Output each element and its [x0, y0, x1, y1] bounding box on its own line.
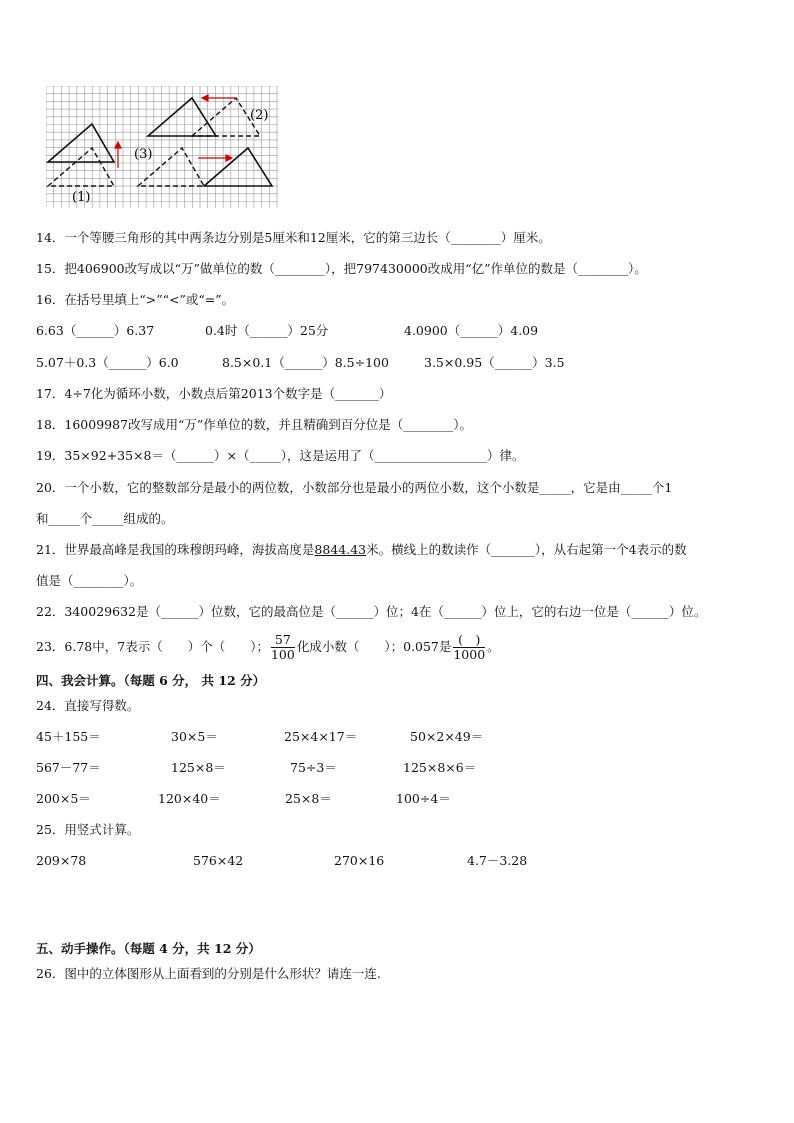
vertical-calc-item: 576×42: [193, 853, 244, 868]
q16-item-1: 6.63（______）6.37: [36, 323, 155, 338]
question-21-line2: 值是（________）。: [36, 573, 143, 588]
translation-grid-figure: [46, 86, 278, 208]
fraction-57-100: [271, 633, 295, 662]
q16-item-3: 4.0900（______）4.09: [404, 323, 539, 338]
question-20-line2: 和_____个_____组成的。: [36, 511, 174, 526]
question-18: 18．16009987改写成用“万”作单位的数，并且精确到百分位是（________）。: [36, 417, 473, 432]
fraction-numerator: 57: [271, 633, 295, 648]
question-16: 16．在括号里填上“>”“<”或“=”。: [36, 292, 235, 307]
question-26: 26．图中的立体图形从上面看到的分别是什么形状？请连一连.: [36, 966, 381, 981]
question-25: 25．用竖式计算。: [36, 822, 140, 837]
triangle-solid-left: [48, 124, 114, 162]
fraction-numerator: ( ): [453, 633, 485, 648]
fraction-blank-1000: [453, 633, 485, 662]
question-24: 24．直接写得数。: [36, 698, 140, 713]
question-21-line1: [36, 542, 687, 558]
calc-item: 120×40＝: [158, 791, 221, 806]
q23-end: 。: [487, 639, 500, 654]
calc-item: 30×5＝: [171, 729, 218, 744]
calc-item: 125×8＝: [171, 760, 226, 775]
vertical-calc-item: 270×16: [334, 853, 385, 868]
calc-item: 200×5＝: [36, 791, 91, 806]
q21-number: 8844.43: [314, 542, 367, 557]
q23-part1: 23．6.78中，7表示（ ）个（ ）；: [36, 639, 269, 654]
fraction-denominator: 100: [270, 647, 295, 662]
question-22: 22．340029632是（______）位数，它的最高位是（______）位；4在（______）位上，它的右边一位是（______）位。: [36, 604, 707, 619]
q16-item-5: 8.5×0.1（______）8.5÷100: [222, 355, 389, 370]
fraction-denominator: 1000: [453, 647, 486, 662]
q21-text-post: 米。横线上的数读作（_______），从右起第一个4表示的数: [366, 542, 687, 557]
calc-item: 100÷4＝: [396, 791, 451, 806]
q21-text-pre: 21．世界最高峰是我国的珠穆朗玛峰，海拔高度是: [36, 542, 315, 557]
q16-item-6: 3.5×0.95（______）3.5: [424, 355, 565, 370]
vertical-calc-item: 209×78: [36, 853, 87, 868]
q16-item-2: 0.4时（______）25分: [205, 323, 329, 338]
calc-item: 50×2×49＝: [410, 729, 484, 744]
question-19: 19．35×92+35×8＝（______）×（_____），这是运用了（__________________）律。: [36, 448, 525, 463]
figure-label-3: (3): [134, 147, 153, 162]
calc-item: 25×8＝: [285, 791, 332, 806]
calc-item: 25×4×17＝: [284, 729, 358, 744]
q23-part2: 化成小数（ ）；0.057是: [296, 639, 452, 654]
figure-label-1: (1): [72, 190, 91, 205]
question-20-line1: 20．一个小数，它的整数部分是最小的两位数，小数部分也是最小的两位小数，这个小数是_____，它是由_____个1: [36, 480, 673, 495]
calc-item: 45＋155＝: [36, 729, 101, 744]
question-23: [36, 630, 500, 664]
section-4-heading: 四、我会计算。（每题 6 分， 共 12 分）: [36, 673, 266, 688]
calc-item: 567－77＝: [36, 760, 101, 775]
q16-item-4: 5.07＋0.3（______）6.0: [36, 355, 179, 370]
question-14: 14．一个等腰三角形的其中两条边分别是5厘米和12厘米，它的第三边长（________）厘米。: [36, 230, 551, 245]
question-15: 15．把406900改写成以“万”做单位的数（________），把797430000改成用“亿”作单位的数是（________）。: [36, 261, 647, 276]
section-5-heading: 五、动手操作。（每题 4 分，共 12 分）: [36, 941, 261, 956]
question-17: 17．4÷7化为循环小数，小数点后第2013个数字是（_______）: [36, 386, 392, 401]
calc-item: 75÷3＝: [290, 760, 337, 775]
figure-label-2: (2): [250, 108, 269, 123]
vertical-calc-item: 4.7－3.28: [467, 853, 528, 868]
calc-item: 125×8×6＝: [403, 760, 477, 775]
